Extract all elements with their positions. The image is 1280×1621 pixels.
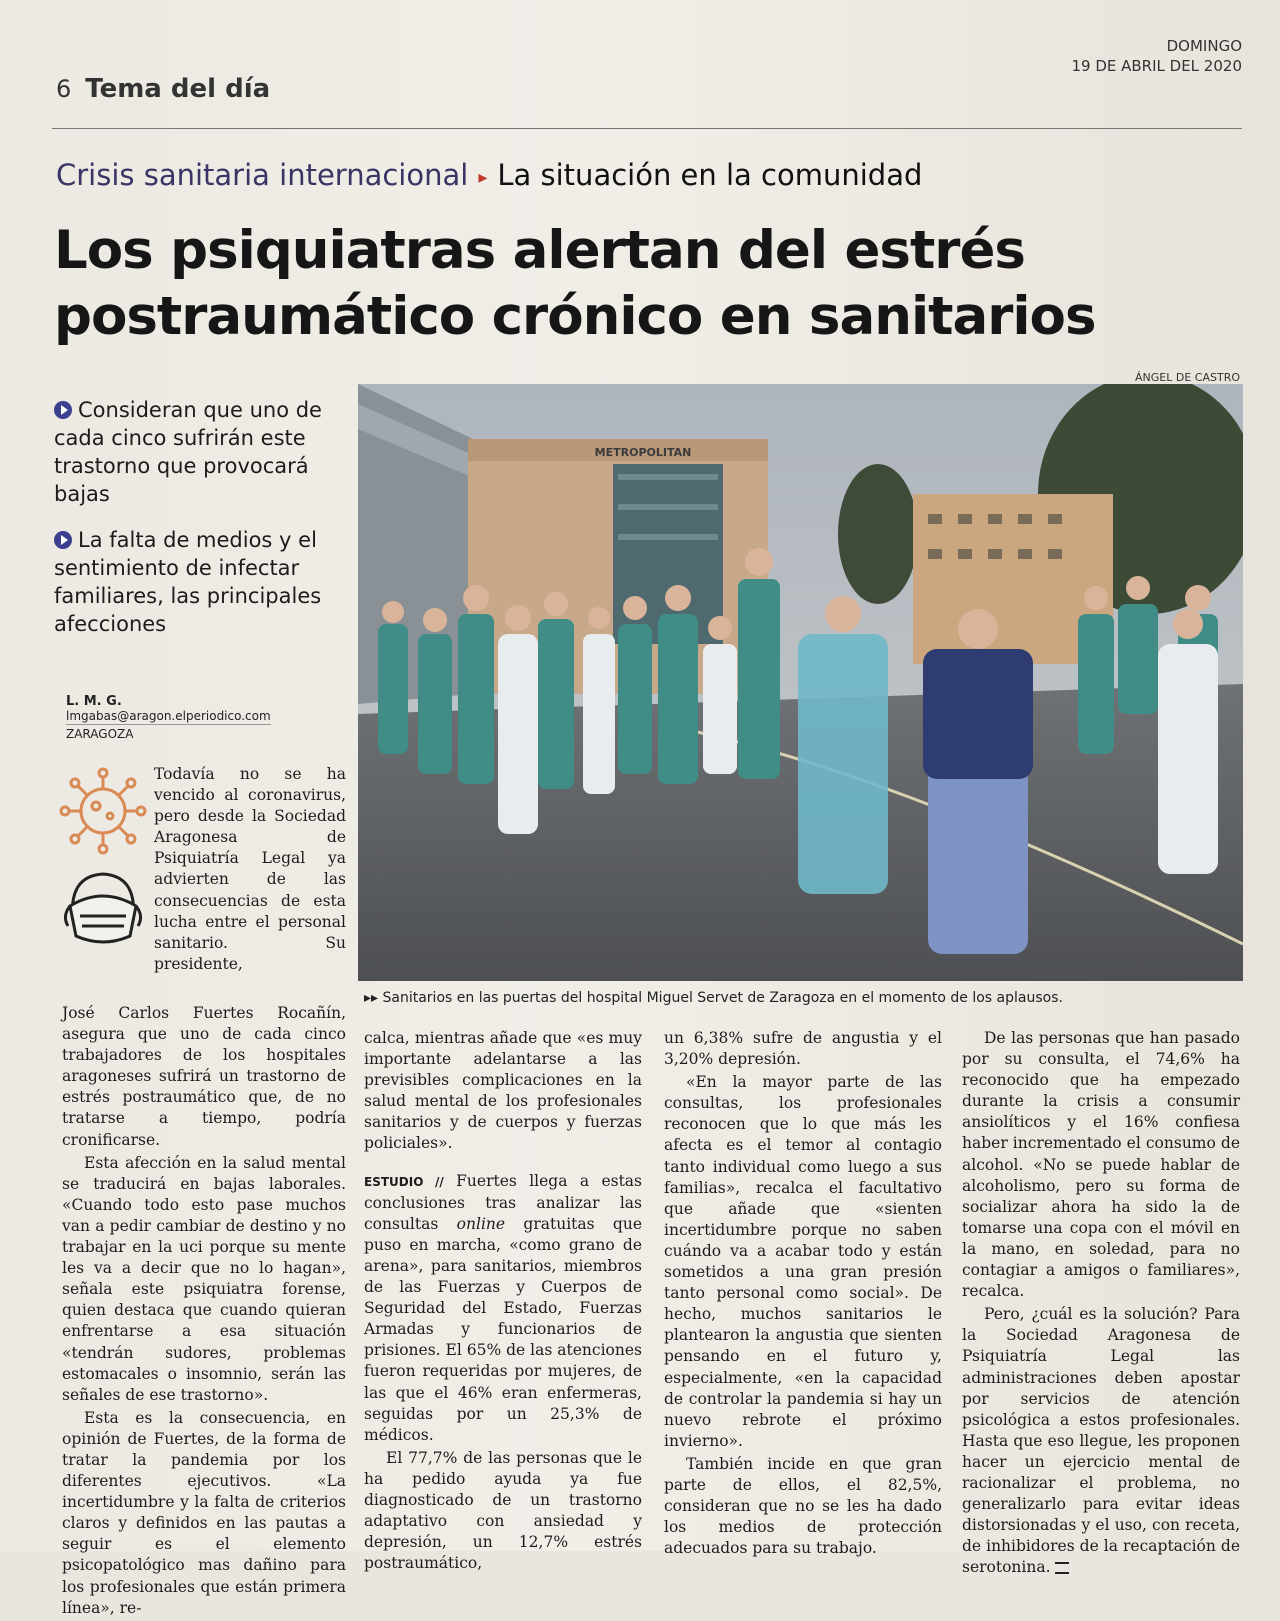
paragraph: un 6,38% sufre de angustia y el 3,20% depresión. [664, 1029, 942, 1069]
byline-author: L. M. G. [66, 694, 122, 709]
date-block [1071, 36, 1242, 76]
body-column-1-top [154, 764, 346, 977]
paragraph: calca, mientras añade que «es muy importante adelantarse a las previsibles complicaciones en la salud mental de los profesionales sanitarios y de cuerpos y fuerzas policiales». [364, 1029, 642, 1153]
paragraph: Esta afección en la salud mental se traducirá en bajas laborales. «Cuando todo esto pase muchos van a pedir cambiar de destino y no trabajar en la uci porque su mente les va a decir que no lo hagan», señala este psiquiatra forense, quien destaca que cuando quieran enfrentarse a esa situación «tendrán sudores, problemas estomacales o insomnio, serán las señales de ese trastorno». [62, 1153, 346, 1404]
headline-line-1: Los psiquiatras alertan del estrés [54, 220, 1025, 281]
highlight-item [54, 526, 344, 638]
weekday: DOMINGO [1166, 37, 1242, 55]
paragraph: De las personas que han pasado por su consulta, el 74,6% ha reconocido que ha empezado durante la crisis a consumir ansiolíticos y el 16% confiesa haber incrementado el consumo de alcohol. «No se puede hablar de alcoholismo, pero su forma de socializar ahora ha sido la de tomarse una copa con el móvil en la mano, en soledad, para no contagiar a amigos o familiares», recalca. [962, 1029, 1240, 1301]
page-number: 6 [56, 75, 72, 103]
paragraph: ESTUDIO // Fuertes llega a estas conclusiones tras analizar las consultas online gratuitas que puso en marcha, «como grano de arena», para sanitarios, miembros de las Fuerzas y Cuerpos de Seguridad del Estado, Fuerzas Armadas y funcionarios de prisiones. El 65% de las atenciones fueron requeridas por mujeres, de las que el 46% eran enfermeras, seguidas por un 25,3% de médicos. [364, 1171, 643, 1444]
highlights [54, 396, 344, 656]
paragraph: Todavía no se ha vencido al coronavirus, pero desde la Sociedad Aragonesa de Psiquiatría Legal ya advierten de las consecuencias de esta lucha entre el personal sanitario. Su presidente, [154, 765, 346, 973]
photo-credit: ÁNGEL DE CASTRO [1135, 371, 1240, 384]
highlight-item [54, 396, 344, 508]
play-bullet-icon [54, 401, 72, 419]
paragraph: «En la mayor parte de las consultas, los profesionales reconocen que lo que más les afecta es el temor al contagio tanto individual como luego a sus familias», recalca el facultativo que añade que «sienten incertidumbre porque no saben cuándo va a acabar todo y están sometidos a una gran presión tanto personal como social». De hecho, muchos sanitarios le plantearon la angustia que sienten pensando en el futuro y, especialmente, «en la capacidad de controlar la pandemia si hay un nuevo rebrote el próximo invierno». [664, 1073, 942, 1450]
body-column-4 [962, 1028, 1240, 1580]
paragraph: Esta es la consecuencia, en opinión de Fuertes, de la forma de tratar la pandemia por los diferentes ejecutivos. «La incertidumbre y la falta de criterios claros y definidos en las pautas a seguir es el elemento psicopatológico mas dañino para los profesionales que están primera línea», re- [62, 1408, 346, 1617]
virus-mask-illustration [58, 766, 148, 956]
body-column-3 [664, 1028, 942, 1561]
headline [54, 218, 1244, 350]
masked-face-icon [65, 874, 140, 942]
body-column-1 [62, 1003, 346, 1621]
play-bullet-icon [54, 531, 72, 549]
photo-caption: ▸▸ Sanitarios en las puertas del hospital Miguel Servet de Zaragoza en el momento de los aplausos. [364, 990, 1063, 1006]
header-rule [52, 128, 1242, 129]
section-name: Tema del día [85, 74, 271, 104]
building-sign: METROPOLITAN [594, 446, 692, 459]
section-lead: ESTUDIO // [364, 1174, 444, 1189]
headline-line-2: postraumático crónico en sanitarios [54, 286, 1096, 347]
end-mark-icon [1055, 1562, 1069, 1574]
kicker-main: Crisis sanitaria internacional [56, 158, 469, 192]
news-photo [358, 384, 1243, 981]
body-column-2 [364, 1028, 642, 1576]
paragraph: Pero, ¿cuál es la solución? Para la Sociedad Aragonesa de Psiquiatría Legal las administraciones deben apostar por servicios de atención psicológica a estos profesionales. Hasta que eso llegue, les proponen hacer un ejercicio mental de racionalizar el problema, no generalizarlo para evitar ideas distorsionadas y el uso, con receta, de inhibidores de la recaptación de serotonina. [962, 1305, 1240, 1577]
folio [56, 74, 270, 104]
virus-icon [61, 769, 145, 853]
paragraph: El 77,7% de las personas que le ha pedido ayuda ya fue diagnosticado de un trastorno adaptativo con ansiedad y depresión, un 12,7% estrés postraumático, [364, 1448, 642, 1573]
paragraph: José Carlos Fuertes Rocañín, asegura que uno de cada cinco trabajadores de los hospitales aragoneses sufrirá un trastorno de estrés postraumático que, de no tratarse a tiempo, podría cronificarse. [62, 1004, 346, 1149]
kicker [56, 158, 922, 192]
highlight-text: La falta de medios y el sentimiento de infectar familiares, las principales afecciones [54, 528, 322, 636]
paragraph: También incide en que gran parte de ellos, el 82,5%, consideran que no se les ha dado los medios de protección adecuados para su trabajo. [664, 1454, 942, 1558]
byline-email: lmgabas@aragon.elperiodico.com [66, 709, 271, 723]
kicker-arrow-icon: ▸ [478, 166, 488, 188]
date-full: 19 DE ABRIL DEL 2020 [1071, 57, 1242, 75]
byline [66, 694, 271, 742]
highlight-text: Consideran que uno de cada cinco sufrirán este trastorno que provocará bajas [54, 398, 322, 506]
kicker-sub: La situación en la comunidad [497, 158, 923, 192]
byline-location: ZARAGOZA [66, 724, 271, 742]
